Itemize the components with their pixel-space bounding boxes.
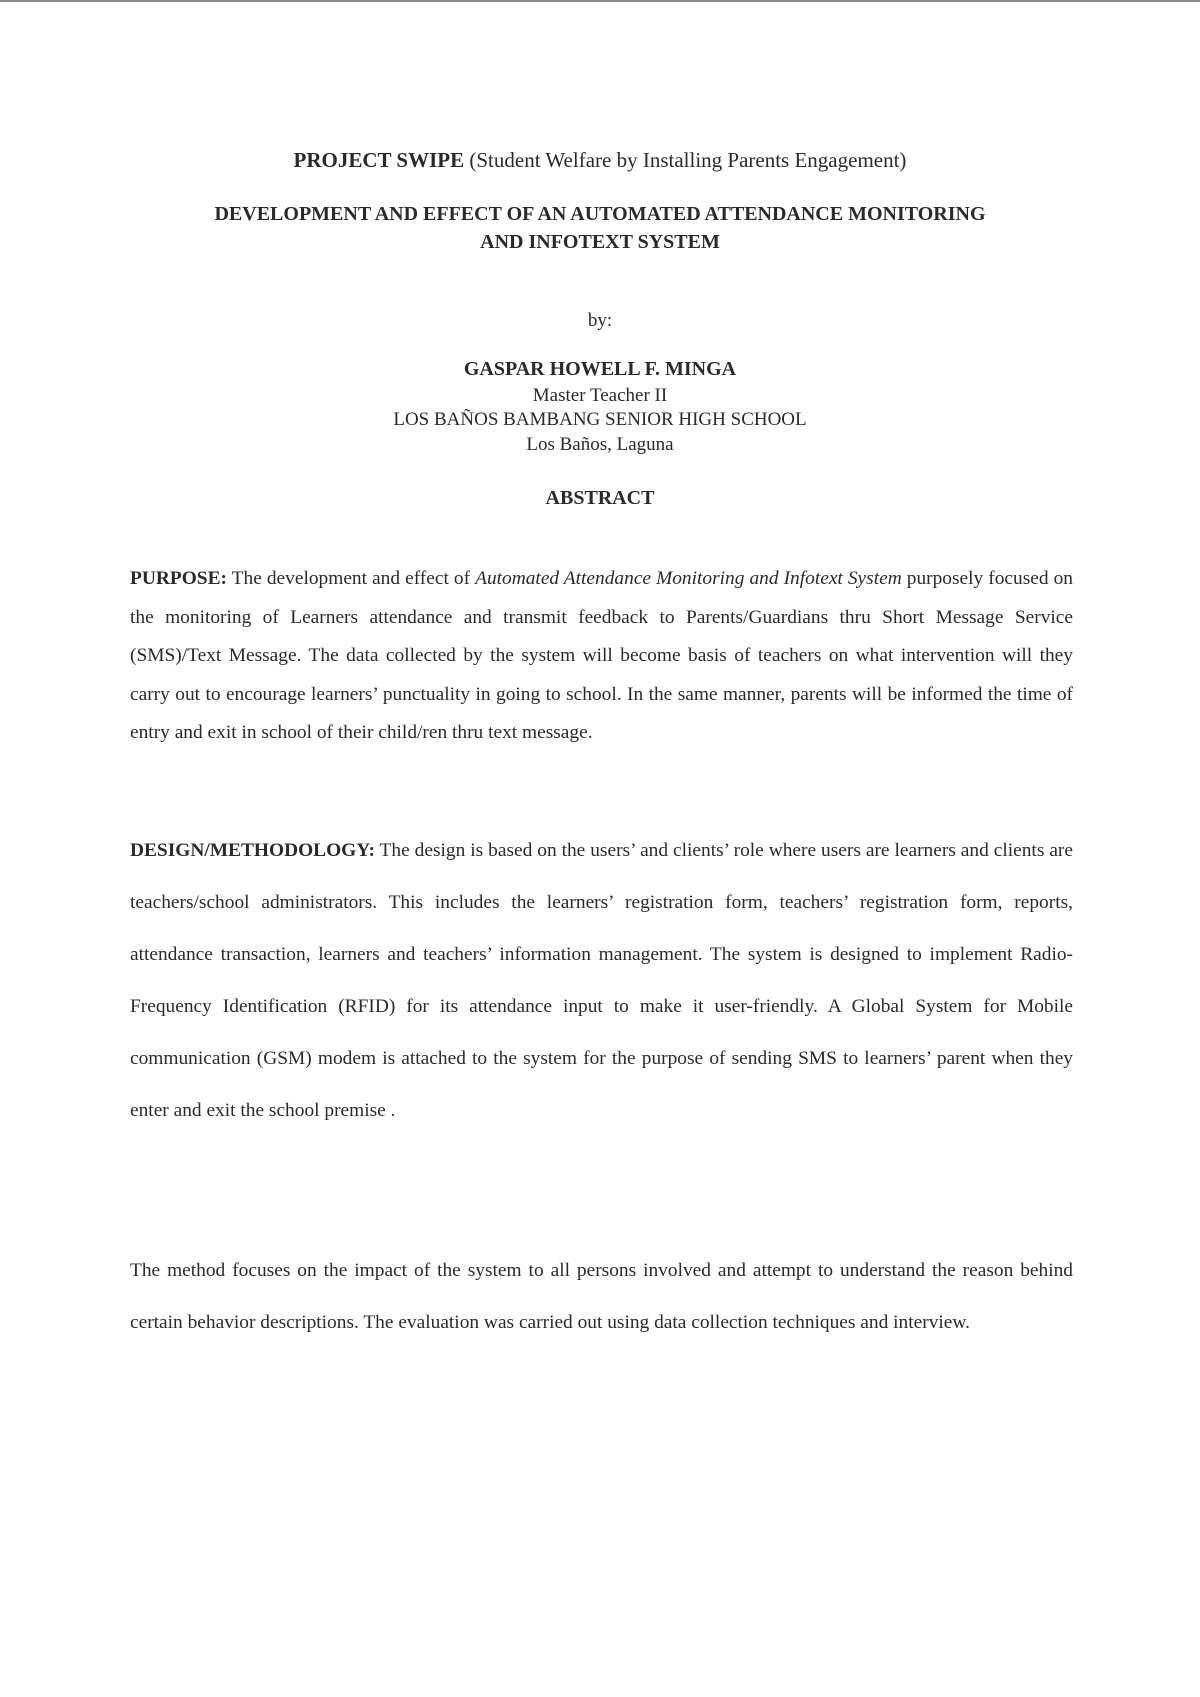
author-school: LOS BAÑOS BAMBANG SENIOR HIGH SCHOOL <box>393 409 807 430</box>
paper-title <box>0 200 1200 256</box>
design-paragraph <box>130 825 1073 1137</box>
author-location: Los Baños, Laguna <box>526 434 674 455</box>
purpose-text-before: The development and effect of <box>226 568 476 589</box>
purpose-system-name: Automated Attendance Monitoring and Infotext System <box>475 568 902 589</box>
purpose-label: PURPOSE: <box>130 568 227 589</box>
purpose-text-after: purposely focused on the monitoring of Learners attendance and transmit feedback to Parents/Guardians thru Short Message Service (SMS)/Text Message. The data collected by the system will become basis of teachers on what intervention will they carry out to encourage learners’ punctuality in going to school. In the same manner, parents will be informed the time of entry and exit in school of their child/ren thru text message. <box>130 568 1073 744</box>
purpose-paragraph <box>130 560 1073 753</box>
abstract-heading: ABSTRACT <box>545 487 655 509</box>
project-label: PROJECT SWIPE <box>293 148 465 172</box>
author-name: GASPAR HOWELL F. MINGA <box>463 358 737 380</box>
project-title <box>0 148 1200 173</box>
method-paragraph <box>130 1245 1073 1349</box>
by-line: by: <box>587 310 613 331</box>
project-subtitle: (Student Welfare by Installing Parents Engagement) <box>469 148 907 172</box>
design-text: The design is based on the users’ and clients’ role where users are learners and clients are teachers/school administrators. This includes the learners’ registration form, teachers’ registration form, reports, attendance transaction, learners and teachers’ information management. The system is designed to implement Radio-Frequency Identification (RFID) for its attendance input to make it user-friendly. A Global System for Mobile communication (GSM) modem is attached to the system for the purpose of sending SMS to learners’ parent when they enter and exit the school premise . <box>130 840 1073 1121</box>
paper-title-line-2: AND INFOTEXT SYSTEM <box>480 231 720 253</box>
method-text: The method focuses on the impact of the system to all persons involved and attempt to understand the reason behind certain behavior descriptions. The evaluation was carried out using data collection techniques and interview. <box>130 1260 1073 1333</box>
author-role: Master Teacher II <box>532 385 668 406</box>
design-label: DESIGN/METHODOLOGY: <box>130 840 375 861</box>
paper-title-line-1: DEVELOPMENT AND EFFECT OF AN AUTOMATED ATTENDANCE MONITORING <box>214 203 986 225</box>
